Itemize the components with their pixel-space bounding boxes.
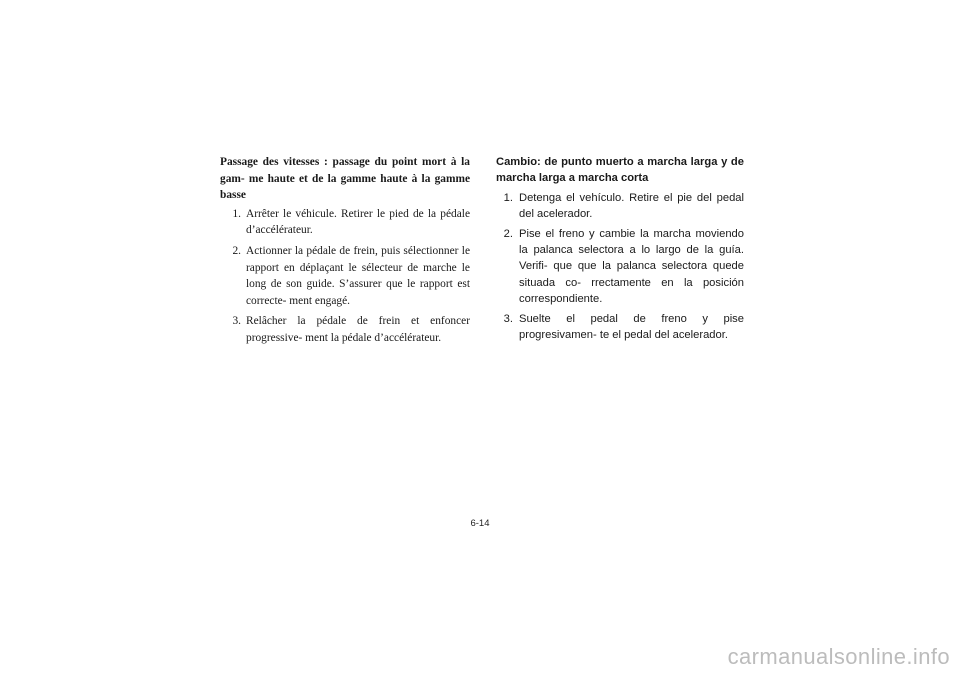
list-item: [220, 206, 470, 239]
step-text: Detenga el vehículo. Retire el pie del pedal del acelerador.: [519, 191, 744, 221]
step-number: 3.: [503, 312, 513, 325]
step-number: 1.: [232, 207, 241, 220]
list-item: [496, 226, 744, 308]
list-item: [496, 190, 744, 223]
step-text: Suelte el pedal de freno y pise progresivamen- te el pedal del acelerador.: [519, 312, 744, 342]
list-item: [220, 243, 470, 309]
page-number: 6-14: [470, 518, 490, 529]
step-number: 2.: [503, 227, 513, 240]
french-steps-list: [220, 206, 470, 347]
step-text: Arrêter le véhicule. Retirer le pied de la pédale d’accélérateur.: [246, 207, 470, 237]
step-number: 3.: [232, 315, 241, 328]
spanish-heading: Cambio: de punto muerto a marcha larga y de marcha larga a marcha corta: [496, 156, 744, 185]
step-number: 2.: [232, 244, 241, 257]
watermark: carmanualsonline.info: [727, 644, 950, 669]
step-text: Relâcher la pédale de frein et enfoncer progressive- ment la pédale d’accélérateur.: [246, 315, 470, 344]
french-heading: Passage des vitesses : passage du point mort à la gam- me haute et de la gamme haute à la gamme basse: [220, 156, 470, 202]
french-column: [220, 154, 470, 351]
spanish-column: [496, 154, 744, 346]
step-text: Pise el freno y cambie la marcha moviendo la palanca selectora a lo largo de la guía. Verifi- que que la palanca selectora quede situada co- rrectamente en la posición correspondiente.: [519, 227, 744, 306]
list-item: [496, 311, 744, 344]
step-number: 1.: [503, 191, 513, 204]
spanish-steps-list: [496, 190, 744, 344]
step-text: Actionner la pédale de frein, puis sélectionner le rapport en déplaçant le sélecteur de marche le long de son guide. S’assurer que le rapport est correcte- ment engagé.: [246, 244, 470, 307]
list-item: [220, 313, 470, 346]
